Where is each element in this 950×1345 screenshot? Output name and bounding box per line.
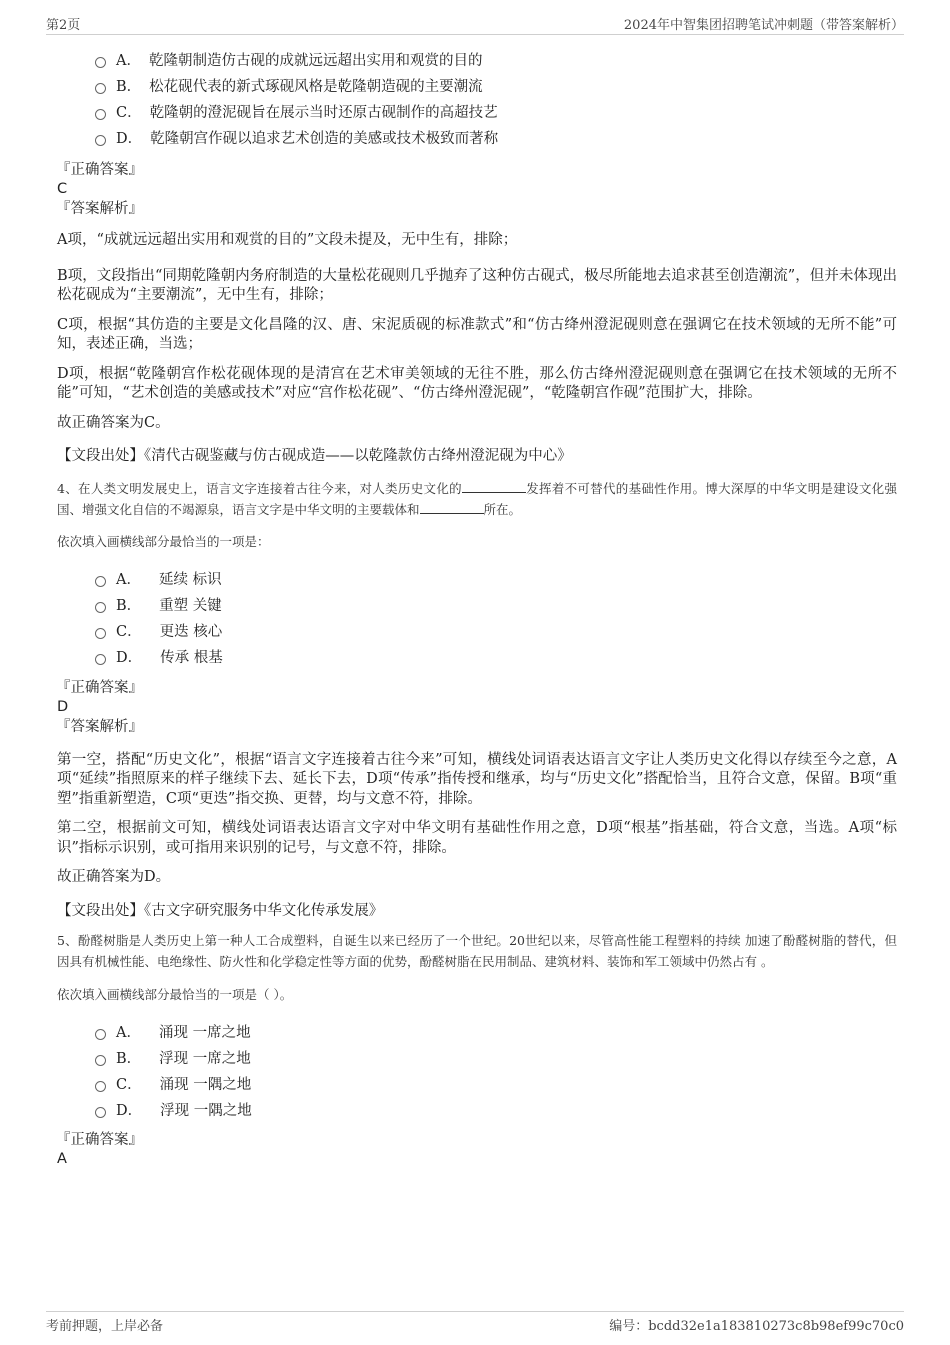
q3-option-d[interactable]: D． 乾隆朝宫作砚以追求艺术创造的美感或技术极致而著称 [95,124,897,150]
q3-option-a[interactable]: A． 乾隆朝制造仿古砚的成就远远超出实用和观赏的目的 [95,46,897,72]
q4-analysis-blank1: 第一空，搭配“历史文化”，根据“语言文字连接着古往今来”可知，横线处词语表达语言文字让人类历史文化得以存续至今之意，A项“延续”指照原来的样子继续下去、延长下去，D项“传承”指传授和继承，均与“历史文化”搭配恰当，且符合文意，保留。B项“重塑”指重新塑造，C项“更迭”指交换、更替，均与文意不符，排除。 [57,751,897,807]
page-header [46,14,904,35]
q5-instruction: 依次填入画横线部分最恰当的一项是（ ）。 [57,987,293,1002]
q3-answer: C [57,181,68,197]
q3-analysis-label: 『答案解析』 [56,201,143,217]
radio-icon[interactable] [95,576,106,587]
radio-icon[interactable] [95,602,106,613]
radio-icon[interactable] [95,654,106,665]
radio-icon[interactable] [95,109,106,120]
q4-answer: D [57,698,69,715]
q3-analysis-c: C项，根据“其仿造的主要是文化昌隆的汉、唐、宋泥质砚的标准款式”和“仿古绛州澄泥砚则意在强调它在技术领域的无所不能”可知，表述正确，当选； [57,316,897,352]
q3-conclusion: 故正确答案为C。 [57,414,170,431]
page-number: 第2页 [46,18,81,33]
q3-analysis-a: A项，“成就远远超出实用和观赏的目的”文段未提及，无中生有，排除； [57,232,518,248]
q4-instruction: 依次填入画横线部分最恰当的一项是： [57,533,270,549]
q3-analysis-d: D项，根据“乾隆朝宫作松花砚体现的是清宫在艺术审美领域的无往不胜，那么仿古绛州澄泥砚则意在强调它在技术领域的无所不能”可知，“艺术创造的美感或技术”对应“宫作松花砚”、“仿古绛州澄泥砚”，“乾隆朝宫作砚”范围扩大，排除。 [57,365,897,401]
q4-option-b[interactable]: B． 重塑 关键 [95,592,897,618]
document-title: 2024年中智集团招聘笔试冲刺题（带答案解析） [623,18,904,33]
q4-stem: 4、在人类文明发展史上，语言文字连接着古往今来，对人类历史文化的 发挥着不可替代的基础性作用。博大深厚的中华文明是建设文化强国、增强文化自信的不竭源泉，语言文字是中华文明的主要载体和 所在。 [57,480,897,517]
q4-conclusion: 故正确答案为D。 [57,869,171,885]
q3-source: 【文段出处】《清代古砚鉴藏与仿古砚成造——以乾隆款仿古绛州澄泥砚为中心》 [57,448,572,464]
q5-stem: 5、酚醛树脂是人类历史上第一种人工合成塑料，自诞生以来已经历了一个世纪。20世纪以来，尽管高性能工程塑料的持续 加速了酚醛树脂的替代，但因具有机械性能、电绝缘性、防火性和化学稳定性等方面的优势，酚醛树脂在民用制品、建筑材料、装饰和军工领域中仍然占有 。 [57,933,897,969]
q4-source: 【文段出处】《古文字研究服务中华文化传承发展》 [57,902,384,919]
radio-icon[interactable] [95,1029,106,1040]
q4-blank-1 [462,480,526,493]
q3-option-b[interactable]: B． 松花砚代表的新式琢砚风格是乾隆朝造砚的主要潮流 [95,72,897,98]
radio-icon[interactable] [95,57,106,68]
q4-option-a[interactable]: A． 延续 标识 [95,566,897,592]
q5-answer-label: 『正确答案』 [56,1132,143,1148]
radio-icon[interactable] [95,1055,106,1066]
q5-option-b[interactable]: B． 浮现 一席之地 [95,1044,897,1070]
q4-answer-label: 『正确答案』 [56,679,143,696]
q4-blank-2 [420,501,484,514]
radio-icon[interactable] [95,1081,106,1092]
q4-options [95,566,897,670]
q5-option-a[interactable]: A． 涌现 一席之地 [95,1018,897,1044]
q5-options [95,1018,897,1122]
page-content [57,46,897,1168]
q4-analysis-label: 『答案解析』 [56,718,143,735]
q4-option-c[interactable]: C． 更迭 核心 [95,618,897,644]
q3-option-c[interactable]: C． 乾隆朝的澄泥砚旨在展示当时还原古砚制作的高超技艺 [95,98,897,124]
radio-icon[interactable] [95,135,106,146]
q5-answer: A [57,1151,67,1167]
page-footer [46,1311,904,1334]
q5-option-c[interactable]: C． 涌现 一隅之地 [95,1070,897,1096]
radio-icon[interactable] [95,83,106,94]
radio-icon[interactable] [95,1107,106,1118]
q3-options [95,46,897,150]
q5-option-d[interactable]: D． 浮现 一隅之地 [95,1096,897,1122]
q4-analysis-blank2: 第二空，根据前文可知，横线处词语表达语言文字对中华文明有基础性作用之意，D项“根基”指基础，符合文意，当选。A项“标识”指标示识别，或可指用来识别的记号，与文意不符，排除。 [57,820,897,856]
footer-slogan: 考前押题，上岸必备 [46,1319,164,1334]
q3-analysis-b: B项，文段指出“同期乾隆朝内务府制造的大量松花砚则几乎抛弃了这种仿古砚式，极尽所能地去追求甚至创造潮流”，但并未体现出松花砚成为“主要潮流”，无中生有，排除； [57,267,897,303]
q3-answer-label: 『正确答案』 [56,162,143,178]
radio-icon[interactable] [95,628,106,639]
document-id: 编号：bcdd32e1a183810273c8b98ef99c70c0 [609,1319,904,1334]
q4-option-d[interactable]: D． 传承 根基 [95,644,897,670]
